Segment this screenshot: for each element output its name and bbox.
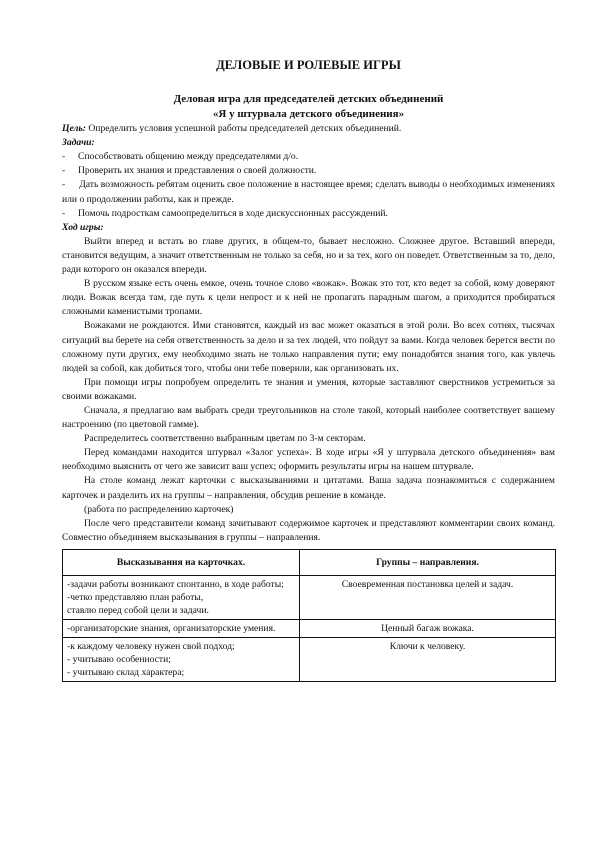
statements-cell: -задачи работы возникают спонтанно, в ходе работы; -четко представляю план работы, ставлю перед собой цели и задачи.: [63, 575, 300, 619]
cards-table: [62, 549, 556, 682]
body-paragraph: На столе команд лежат карточки с высказываниями и цитатами. Ваша задача познакомиться с содержанием карточек и разделить их на группы – направления, обсудив решение в команде.: [62, 475, 555, 501]
page-title: ДЕЛОВЫЕ И РОЛЕВЫЕ ИГРЫ: [216, 58, 401, 72]
body-paragraph: При помощи игры попробуем определить те знания и умения, которые заставляют сверстников устремиться за своими вожаками.: [62, 376, 555, 402]
body-paragraph: Вожаками не рождаются. Ими становятся, каждый из вас может оказаться в этой роли. Во всех сотнях, тысячах ситуаций вы берете на себя ответственность за дело и за тех людей, что пойдут за вами. Когда человек берется вести по сложному пути других, ему необходимо знать не только направления пути; ему понадобятся знания того, как увлечь людей за собой, как добиться того, чтобы они тебе поверили, как организовать их.: [62, 320, 555, 374]
tasks-list: [62, 150, 555, 220]
dash-bullet: -: [62, 179, 66, 191]
table-row: [63, 637, 556, 681]
task-item: - Проверить их знания и представления о своей должности.: [62, 164, 555, 178]
tasks-heading: [62, 136, 555, 150]
dash-bullet: -: [62, 207, 66, 219]
statements-cell: -к каждому человеку нужен свой подход; - учитываю особенности; - учитываю склад характера;: [63, 637, 300, 681]
goal-paragraph: [62, 122, 555, 136]
dash-bullet: -: [62, 165, 66, 177]
table-row: [63, 619, 556, 637]
body-paragraph: В русском языке есть очень емкое, очень точное слово «вожак». Вожак это тот, кто ведет за собой, кому доверяют люди. Вожак всегда там, где путь к цели непрост и к ней не пропагать парадным шагом, а приходится пробираться сложными каменистыми тропами.: [62, 278, 555, 318]
task-item: - Способствовать общению между председателями д/о.: [62, 150, 555, 164]
goal-label: Цель:: [62, 123, 86, 135]
progress-heading: [62, 221, 555, 235]
group-cell: Ключи к человеку.: [300, 637, 556, 681]
task-item: - Дать возможность ребятам оценить свое положение в настоящее время; сделать выводы о необходимых изменениях или о продолжении работы, как и прежде.: [62, 179, 555, 205]
group-cell: Своевременная постановка целей и задач.: [300, 575, 556, 619]
table-header-row: [63, 549, 556, 575]
progress-label: Ход игры:: [62, 221, 104, 233]
body-paragraph: Сначала, я предлагаю вам выбрать среди треугольников на столе такой, который наиболее соответствует вашему настроению (по цветовой гамме).: [62, 404, 555, 431]
column-header-statements: Высказывания на карточках.: [63, 549, 300, 575]
goal-text: Определить условия успешной работы председателей детских объединений.: [85, 123, 402, 135]
tasks-label: Задачи:: [62, 137, 95, 149]
game-subtitle: Деловая игра для председателей детских объединений: [173, 93, 444, 106]
work-note: (работа по распределению карточек): [84, 503, 234, 515]
table-row: [63, 575, 556, 619]
group-cell: Ценный багаж вожака.: [300, 619, 556, 637]
body-paragraph: После чего представители команд зачитывают содержимое карточек и представляют комментарии своих команд. Совместно объединяем высказывания в группы – направления.: [62, 517, 555, 543]
task-item: - Помочь подросткам самоопределиться в ходе дискуссионных рассуждений.: [62, 207, 555, 221]
game-name: «Я у штурвала детского объединения»: [212, 108, 405, 121]
column-header-groups: Группы – направления.: [300, 549, 556, 575]
dash-bullet: -: [62, 151, 66, 163]
statements-cell: -организаторские знания, организаторские умения.: [63, 619, 300, 637]
body-paragraph: Выйти вперед и встать во главе других, в общем-то, бывает несложно. Сложнее другое. Вставший впереди, становится ведущим, а значит ответственным не только за себя, но и за тех, кого он поведет. Ответственным за то, дело, ради которого он оказался впереди.: [62, 235, 555, 276]
body-paragraph: Перед командами находится штурвал «Залог успеха». В ходе игры «Я у штурвала детского объединения» вам необходимо выяснить от чего же зависит ваш успех; оформить результаты игры на нашем штурвале.: [62, 447, 555, 473]
body-paragraph: Распределитесь соответственно выбранным цветам по 3-м секторам.: [84, 433, 366, 445]
